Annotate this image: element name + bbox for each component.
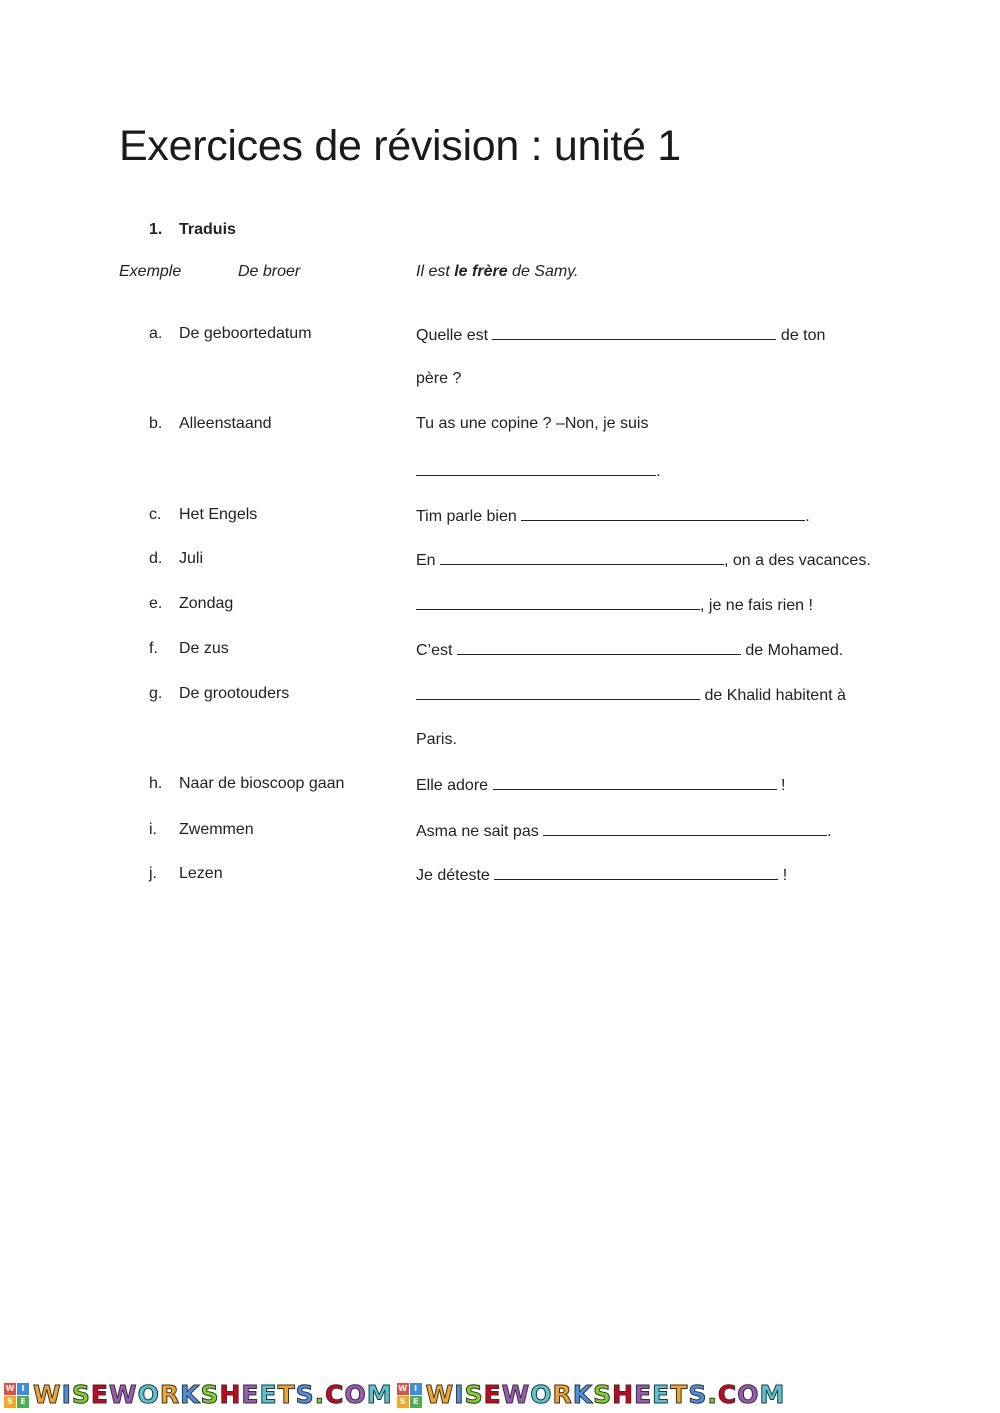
logo-letter: S: [4, 1396, 16, 1408]
sentence-after: .: [656, 463, 661, 480]
item-letter: e.: [149, 595, 163, 612]
watermark-letter: S: [464, 1380, 484, 1409]
watermark-letter: E: [241, 1380, 260, 1409]
sentence-before: Elle adore: [416, 777, 493, 794]
item-sentence: [416, 865, 787, 885]
section-title: Traduis: [179, 221, 236, 238]
watermark-letter: O: [737, 1380, 760, 1409]
watermark-letter: W: [108, 1380, 138, 1409]
example-row: [0, 263, 1000, 285]
item-dutch-word: De grootouders: [179, 685, 290, 702]
item-sentence: [416, 640, 843, 660]
watermark-letter: R: [552, 1380, 573, 1409]
item-sentence: [416, 325, 825, 345]
logo-letter: I: [17, 1383, 29, 1395]
page-title: Exercices de révision : unité 1: [119, 122, 681, 170]
watermark-footer: [0, 1377, 1000, 1413]
watermark-letter: C: [325, 1380, 345, 1409]
watermark-letter: E: [483, 1380, 502, 1409]
example-sentence: [416, 263, 578, 281]
item-sentence: [416, 550, 871, 570]
sentence-after: .: [827, 823, 832, 840]
watermark-letter: T: [670, 1380, 689, 1409]
logo-letter: S: [397, 1396, 409, 1408]
item-letter: i.: [149, 821, 157, 838]
item-a-continuation: [0, 370, 1000, 392]
watermark-letter: E: [90, 1380, 109, 1409]
watermark-letter: O: [530, 1380, 553, 1409]
sentence-after: .: [805, 508, 810, 525]
item-dutch-word: Lezen: [179, 865, 223, 882]
watermark-logo-icon: [4, 1383, 29, 1408]
sentence-continuation: [416, 461, 660, 481]
answer-blank[interactable]: [457, 640, 741, 655]
answer-blank[interactable]: [416, 461, 656, 476]
watermark: [397, 1379, 786, 1411]
watermark-letter: .: [707, 1380, 718, 1409]
item-b-continuation: [0, 461, 1000, 483]
sentence-continuation: Paris.: [416, 731, 457, 748]
watermark-letter: E: [652, 1380, 671, 1409]
item-letter: c.: [149, 506, 162, 523]
item-dutch-word: Zwemmen: [179, 821, 254, 838]
section-heading: [149, 221, 236, 239]
logo-letter: W: [5, 1383, 15, 1393]
item-letter: j.: [149, 865, 157, 882]
item-c: [0, 506, 1000, 528]
logo-letter: I: [410, 1383, 422, 1395]
example-answer: le frère: [454, 263, 508, 280]
item-dutch-word: Alleenstaand: [179, 415, 272, 432]
answer-blank[interactable]: [543, 821, 827, 836]
item-sentence: [416, 506, 810, 526]
watermark-letter: O: [344, 1380, 367, 1409]
watermark-letter: W: [425, 1380, 455, 1409]
watermark-letter: R: [159, 1380, 181, 1409]
item-d: [0, 550, 1000, 572]
sentence-after: de Mohamed.: [740, 642, 844, 659]
sentence-before: En: [416, 552, 441, 569]
sentence-after: !: [776, 777, 786, 794]
section-number: 1.: [149, 221, 163, 238]
watermark-letter: I: [61, 1380, 72, 1409]
answer-blank[interactable]: [492, 325, 776, 340]
sentence-before: Je déteste: [416, 867, 495, 884]
item-g: [0, 685, 1000, 707]
item-sentence: [416, 595, 813, 615]
item-j: [0, 865, 1000, 887]
watermark-letter: W: [501, 1380, 531, 1409]
watermark-logo-icon: [397, 1383, 422, 1408]
watermark-letter: .: [314, 1380, 326, 1409]
item-i: [0, 821, 1000, 843]
answer-blank[interactable]: [416, 595, 700, 610]
answer-blank[interactable]: [493, 775, 777, 790]
item-dutch-word: Het Engels: [179, 506, 258, 523]
watermark-letter: I: [454, 1380, 465, 1409]
sentence-after: , on a des vacances.: [724, 552, 871, 569]
item-letter: a.: [149, 325, 163, 342]
item-sentence: Tu as une copine ? –Non, je suis: [416, 415, 649, 432]
watermark-letter: M: [759, 1380, 786, 1409]
sentence-after: , je ne fais rien !: [700, 597, 813, 614]
watermark-letter: S: [71, 1380, 91, 1409]
example-sentence-start: Il est: [416, 263, 455, 280]
sentence-continuation: père ?: [416, 370, 462, 387]
item-letter: d.: [149, 550, 163, 567]
item-dutch-word: Zondag: [179, 595, 234, 612]
sentence-after: de ton: [776, 327, 826, 344]
logo-letter: E: [17, 1396, 29, 1408]
watermark-letter: S: [688, 1380, 708, 1409]
watermark-letter: H: [612, 1380, 635, 1409]
watermark-letter: H: [219, 1380, 242, 1409]
sentence-before: Quelle est: [416, 327, 493, 344]
item-dutch-word: De zus: [179, 640, 229, 657]
item-letter: h.: [149, 775, 163, 792]
logo-letter: E: [410, 1396, 422, 1408]
item-dutch-word: Juli: [179, 550, 204, 567]
item-sentence: [416, 775, 785, 795]
watermark-letter: O: [137, 1380, 160, 1409]
sentence-before: C’est: [416, 642, 457, 659]
item-f: [0, 640, 1000, 662]
item-h: [0, 775, 1000, 797]
sentence-before: Tim parle bien: [416, 508, 522, 525]
example-word: De broer: [238, 263, 301, 280]
watermark-letter: K: [572, 1380, 594, 1409]
watermark-letter: S: [200, 1380, 220, 1409]
watermark-letter: E: [634, 1380, 653, 1409]
watermark-letter: T: [277, 1380, 296, 1409]
item-dutch-word: Naar de bioscoop gaan: [179, 775, 345, 792]
answer-blank[interactable]: [494, 865, 778, 880]
watermark-letter: M: [366, 1380, 393, 1409]
item-letter: g.: [149, 685, 163, 702]
watermark-letter: W: [33, 1380, 62, 1409]
watermark-letter: S: [295, 1380, 315, 1409]
item-sentence: [416, 821, 832, 841]
watermark: [4, 1379, 393, 1411]
example-sentence-end: de Samy.: [507, 263, 579, 280]
logo-letter: W: [398, 1383, 408, 1393]
watermark-letter: E: [259, 1380, 278, 1409]
watermark-letter: S: [593, 1380, 613, 1409]
answer-blank[interactable]: [416, 685, 700, 700]
answer-blank[interactable]: [440, 550, 724, 565]
item-b: [0, 415, 1000, 437]
answer-blank[interactable]: [521, 506, 805, 521]
item-dutch-word: De geboortedatum: [179, 325, 312, 342]
item-g-continuation: [0, 731, 1000, 753]
sentence-before: Asma ne sait pas: [416, 823, 544, 840]
watermark-text: [33, 1379, 393, 1411]
watermark-letter: C: [717, 1380, 738, 1409]
sentence-after: de Khalid habitent à: [700, 687, 846, 704]
watermark-text: [426, 1379, 786, 1411]
item-sentence: [416, 685, 846, 705]
item-letter: b.: [149, 415, 163, 432]
watermark-letter: K: [180, 1380, 201, 1409]
sentence-after: !: [778, 867, 788, 884]
item-letter: f.: [149, 640, 158, 657]
item-e: [0, 595, 1000, 617]
example-label: Exemple: [119, 263, 182, 280]
item-a: [0, 325, 1000, 347]
